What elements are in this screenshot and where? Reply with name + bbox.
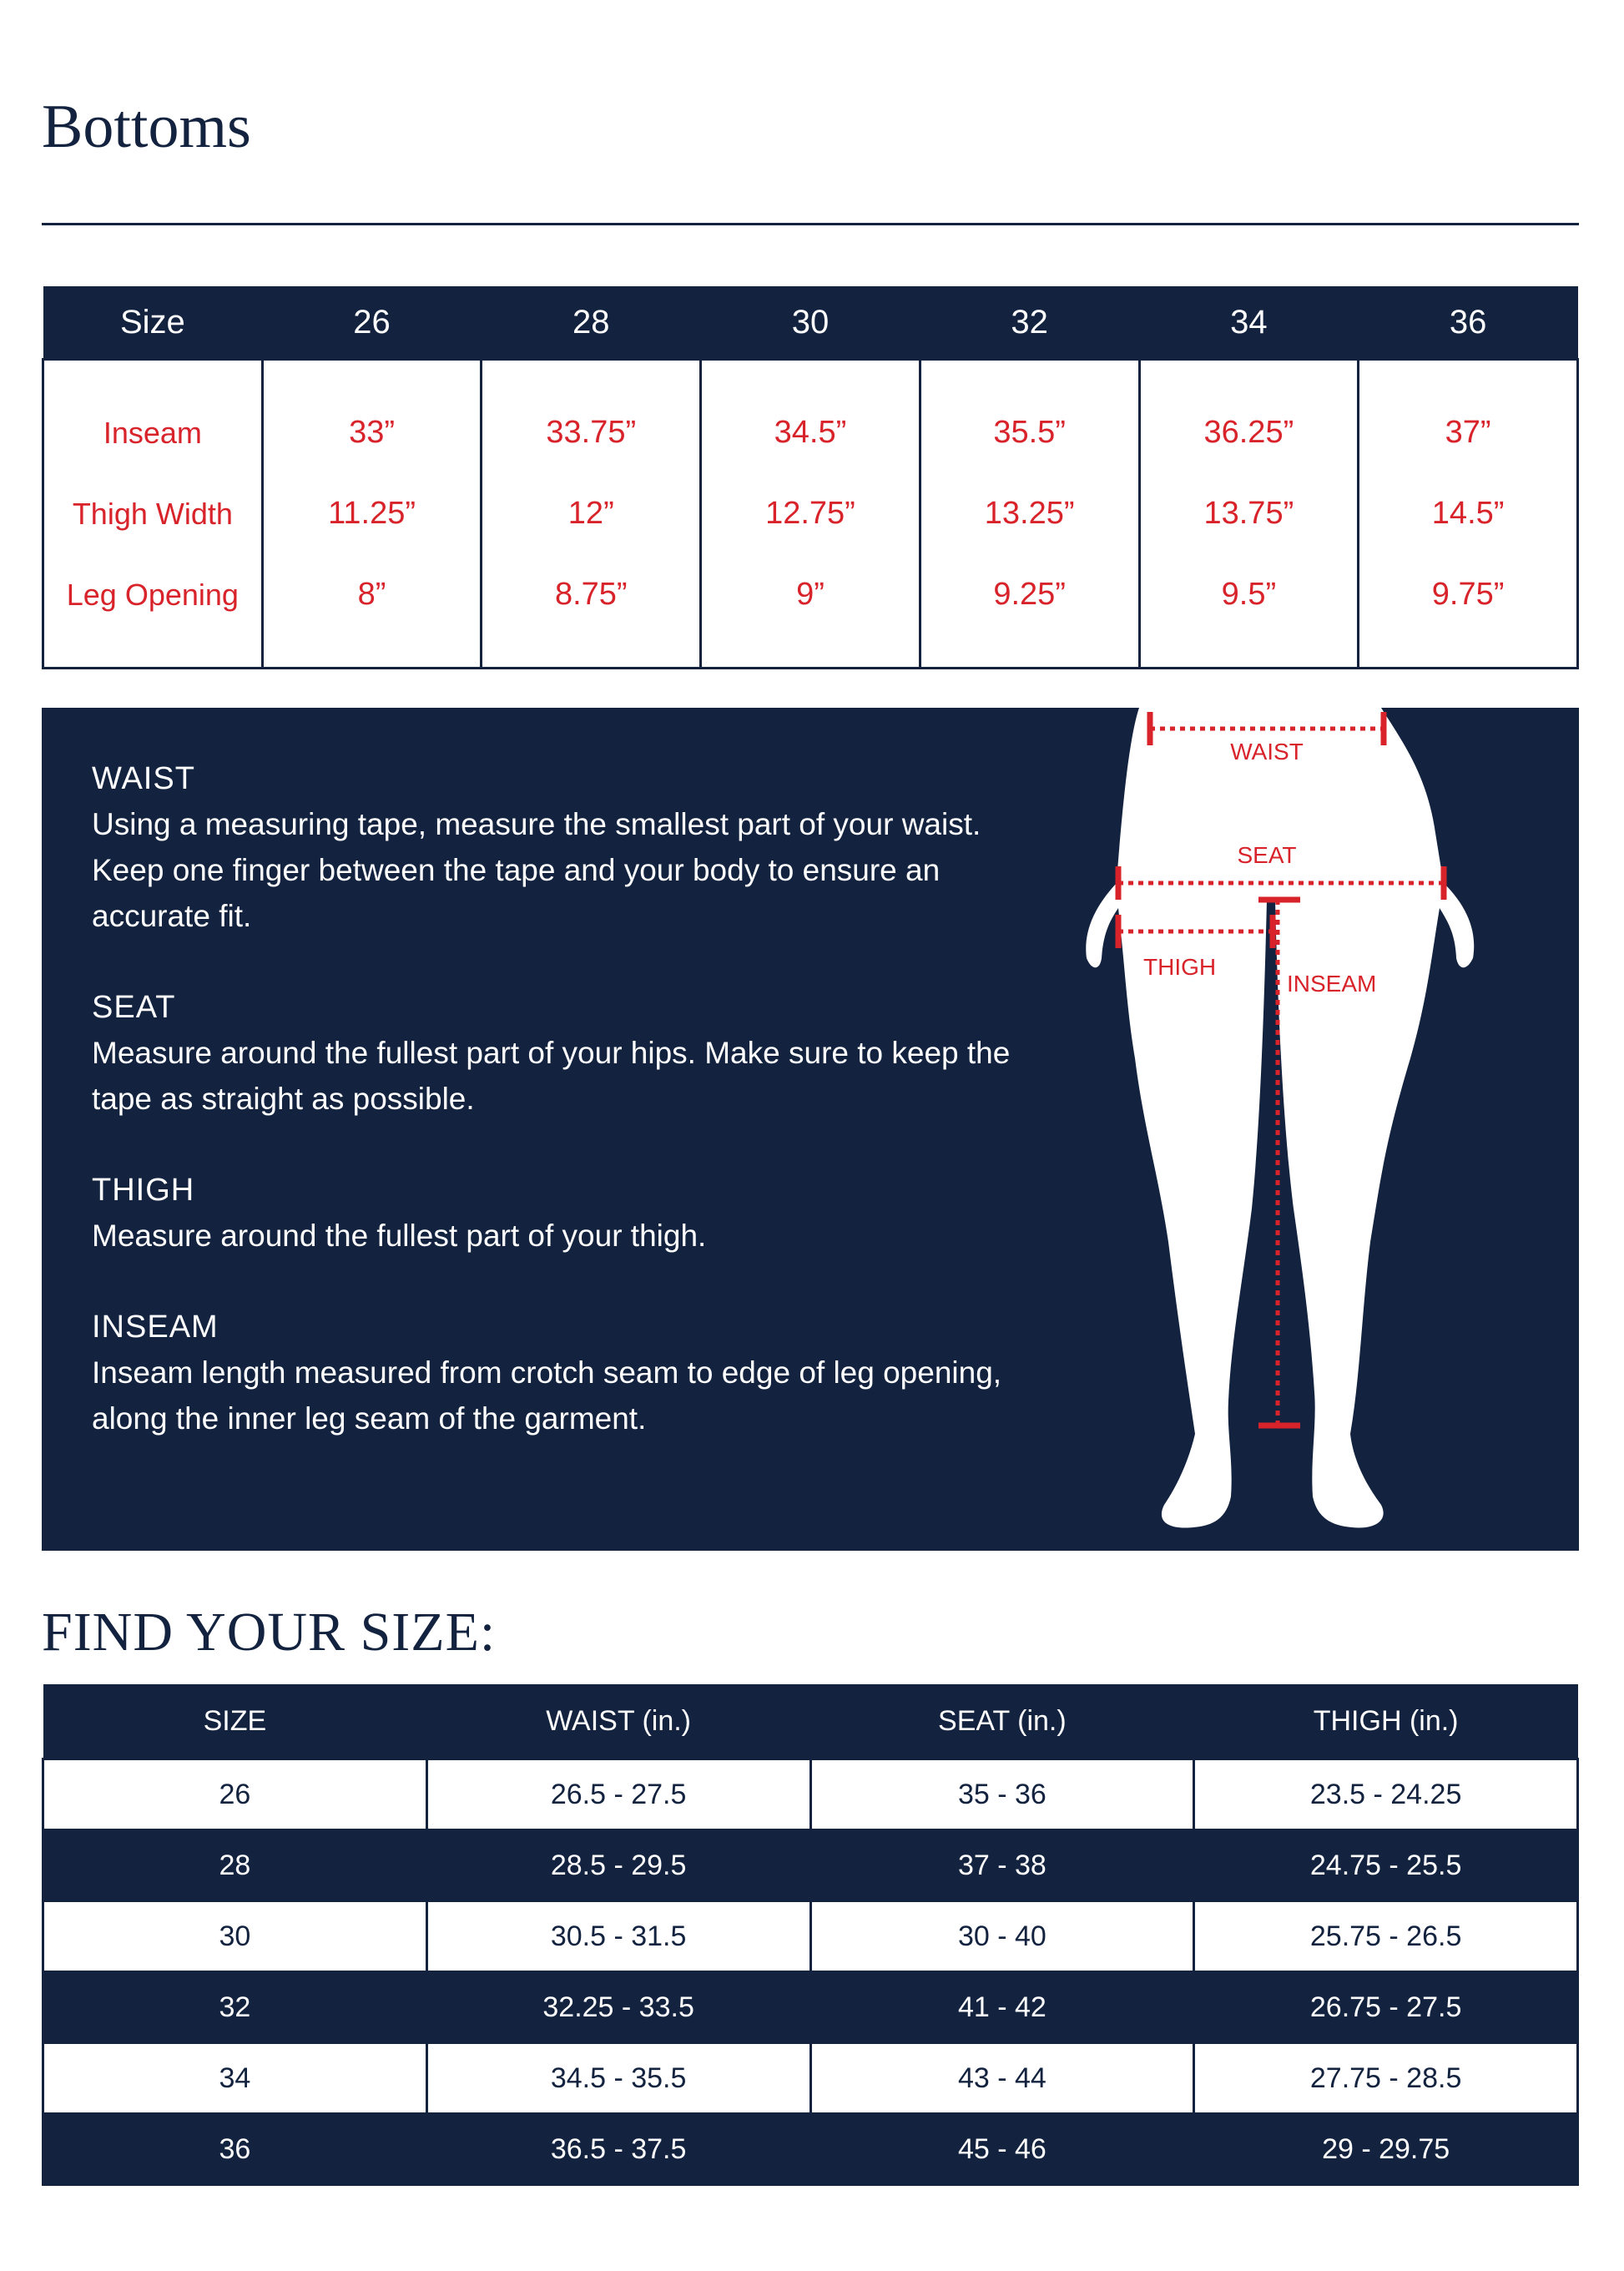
thigh-cell: 27.75 - 28.5 bbox=[1194, 2043, 1578, 2114]
header-size-36: 36 bbox=[1359, 286, 1578, 360]
size-chart-header-row bbox=[43, 1684, 1578, 1759]
size-36-values bbox=[1359, 360, 1578, 669]
measuring-guide-panel bbox=[42, 708, 1579, 1551]
header-size-32: 32 bbox=[920, 286, 1139, 360]
measurement-header-row bbox=[43, 286, 1578, 360]
waist-label: WAIST bbox=[1230, 739, 1304, 765]
seat-instruction bbox=[92, 985, 1043, 1122]
table-row bbox=[43, 1759, 1578, 1830]
thigh-cell: 25.75 - 26.5 bbox=[1194, 1901, 1578, 1972]
header-size-34: 34 bbox=[1139, 286, 1359, 360]
table-row bbox=[43, 1972, 1578, 2043]
size-cell: 34 bbox=[43, 2043, 427, 2114]
seat-heading: SEAT bbox=[92, 990, 176, 1025]
thigh-label: THIGH bbox=[1143, 954, 1217, 980]
inseam-value: 36.25” bbox=[1203, 415, 1294, 450]
leg-opening-value: 9.5” bbox=[1221, 577, 1277, 612]
waist-cell: 36.5 - 37.5 bbox=[426, 2114, 810, 2185]
table-row bbox=[43, 1830, 1578, 1901]
table-row bbox=[43, 1901, 1578, 1972]
header-size-28: 28 bbox=[482, 286, 701, 360]
size-chart-table bbox=[42, 1684, 1579, 2186]
thigh-width-value: 11.25” bbox=[328, 496, 416, 531]
table-row bbox=[43, 2114, 1578, 2185]
size-28-values bbox=[482, 360, 701, 669]
waist-cell: 28.5 - 29.5 bbox=[426, 1830, 810, 1901]
measuring-instructions bbox=[92, 756, 1043, 1487]
thigh-heading: THIGH bbox=[92, 1173, 195, 1208]
header-seat: SEAT (in.) bbox=[810, 1684, 1194, 1759]
size-30-values bbox=[701, 360, 920, 669]
leg-opening-value: 9.75” bbox=[1431, 577, 1505, 612]
leg-opening-value: 9.25” bbox=[993, 577, 1066, 612]
thigh-width-value: 12” bbox=[567, 496, 614, 531]
inseam-text: Inseam length measured from crotch seam to edge of leg opening, along the inner leg seam of the garment. bbox=[92, 1355, 1002, 1436]
measurement-values-row bbox=[43, 360, 1578, 669]
waist-heading: WAIST bbox=[92, 761, 195, 796]
waist-cell: 32.25 - 33.5 bbox=[426, 1972, 810, 2043]
size-cell: 32 bbox=[43, 1972, 427, 2043]
thigh-width-value: 13.25” bbox=[984, 496, 1075, 531]
header-thigh: THIGH (in.) bbox=[1194, 1684, 1578, 1759]
leg-opening-value: 9” bbox=[796, 577, 825, 612]
thigh-width-value: 14.5” bbox=[1431, 496, 1505, 531]
thigh-text: Measure around the fullest part of your thigh. bbox=[92, 1219, 707, 1253]
title-divider bbox=[42, 223, 1579, 225]
thigh-width-value: 12.75” bbox=[765, 496, 855, 531]
body-silhouette bbox=[1086, 708, 1474, 1528]
size-cell: 36 bbox=[43, 2114, 427, 2185]
leg-opening-value: 8.75” bbox=[554, 577, 628, 612]
inseam-value: 37” bbox=[1445, 415, 1491, 450]
measurement-table bbox=[42, 286, 1579, 669]
size-cell: 30 bbox=[43, 1901, 427, 1972]
label-inseam: Inseam bbox=[103, 416, 202, 450]
inseam-value: 35.5” bbox=[993, 415, 1066, 450]
seat-cell: 45 - 46 bbox=[810, 2114, 1194, 2185]
thigh-cell: 24.75 - 25.5 bbox=[1194, 1830, 1578, 1901]
waist-cell: 30.5 - 31.5 bbox=[426, 1901, 810, 1972]
size-26-values bbox=[262, 360, 482, 669]
inseam-label: INSEAM bbox=[1287, 971, 1377, 997]
seat-cell: 30 - 40 bbox=[810, 1901, 1194, 1972]
waist-cell: 26.5 - 27.5 bbox=[426, 1759, 810, 1830]
label-leg-opening: Leg Opening bbox=[66, 578, 239, 612]
waist-text: Using a measuring tape, measure the smallest part of your waist. Keep one finger between the tape and your body to ensure an accurate fit. bbox=[92, 807, 981, 933]
inseam-value: 33.75” bbox=[546, 415, 637, 450]
thigh-cell: 23.5 - 24.25 bbox=[1194, 1759, 1578, 1830]
inseam-value: 33” bbox=[349, 415, 396, 450]
size-cell: 26 bbox=[43, 1759, 427, 1830]
size-cell: 28 bbox=[43, 1830, 427, 1901]
waist-cell: 34.5 - 35.5 bbox=[426, 2043, 810, 2114]
thigh-cell: 26.75 - 27.5 bbox=[1194, 1972, 1578, 2043]
label-thigh-width: Thigh Width bbox=[72, 497, 233, 531]
find-your-size-title: FIND YOUR SIZE: bbox=[42, 1602, 497, 1663]
row-labels-cell bbox=[43, 360, 263, 669]
header-size-26: 26 bbox=[262, 286, 482, 360]
seat-cell: 35 - 36 bbox=[810, 1759, 1194, 1830]
page-title: Bottoms bbox=[42, 93, 251, 161]
thigh-width-value: 13.75” bbox=[1203, 496, 1294, 531]
header-size-30: 30 bbox=[701, 286, 920, 360]
header-size: Size bbox=[43, 286, 263, 360]
thigh-instruction bbox=[92, 1168, 1043, 1259]
seat-cell: 41 - 42 bbox=[810, 1972, 1194, 2043]
header-size: SIZE bbox=[43, 1684, 427, 1759]
seat-text: Measure around the fullest part of your hips. Make sure to keep the tape as straight as possible. bbox=[92, 1036, 1011, 1116]
inseam-value: 34.5” bbox=[774, 415, 847, 450]
seat-label: SEAT bbox=[1237, 842, 1297, 868]
header-waist: WAIST (in.) bbox=[426, 1684, 810, 1759]
table-row bbox=[43, 2043, 1578, 2114]
inseam-heading: INSEAM bbox=[92, 1310, 219, 1345]
body-measurement-figure bbox=[1052, 708, 1519, 1551]
seat-cell: 43 - 44 bbox=[810, 2043, 1194, 2114]
thigh-cell: 29 - 29.75 bbox=[1194, 2114, 1578, 2185]
leg-opening-value: 8” bbox=[357, 577, 386, 612]
waist-instruction bbox=[92, 756, 1043, 939]
size-32-values bbox=[920, 360, 1139, 669]
inseam-instruction bbox=[92, 1305, 1043, 1441]
size-34-values bbox=[1139, 360, 1359, 669]
seat-cell: 37 - 38 bbox=[810, 1830, 1194, 1901]
